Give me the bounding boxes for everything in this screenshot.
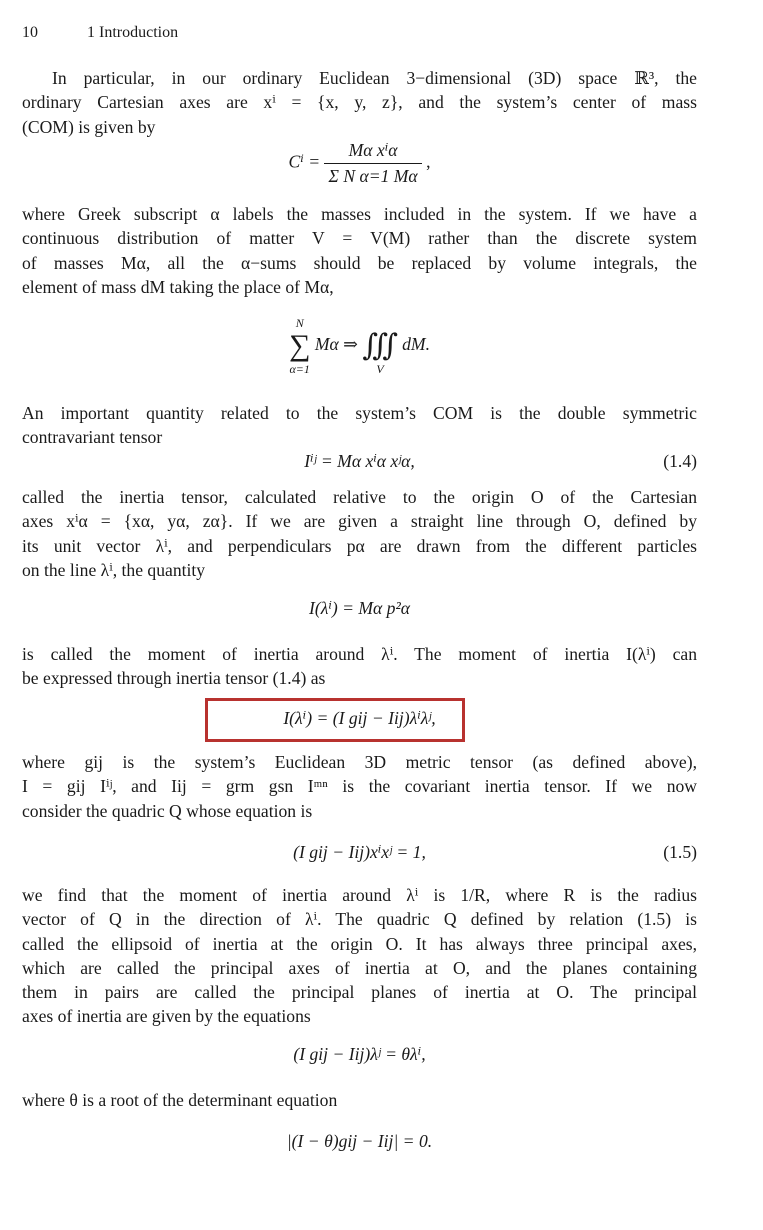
text-line: of masses Mα, all the α−sums should be replaced by volume integrals, the [22,252,697,273]
sum-upper-limit: N [295,316,304,330]
text-line: consider the quadric Q whose equation is [22,800,313,821]
eq-com-lhs: Cⁱ = [288,151,321,172]
text-line: where Greek subscript α labels the masses included in the system. If we have a [22,204,697,224]
sum-body: Mα ⇒ [314,334,358,355]
paragraph-important-quantity [22,401,697,450]
paragraph-inertia-tensor [22,485,697,582]
eq-highlight-body: I(λⁱ) = (I gij − Iij)λⁱλʲ, [283,708,436,728]
text-line: axes xⁱα = {xα, yα, zα}. If we are given a straight line through O, defined by [22,511,697,532]
text-line: In particular, in our ordinary Euclidean 3−dimensional (3D) space ℝ³, the [52,68,697,88]
paragraph-ellipsoid [22,883,697,1029]
eq-det-body: |(I − θ)gij − Iij| = 0. [286,1131,433,1151]
eq-com-tail: , [426,151,431,172]
triple-integral-symbol: ∭ [362,329,398,362]
eq-com-fraction [324,140,421,187]
eq-1-5-body: (I gij − Iij)xⁱxʲ = 1, [293,842,426,862]
equation-center-of-mass [22,140,697,187]
text-line: element of mass dM taking the place of Mα, [22,276,334,297]
text-line: contravariant tensor [22,427,163,448]
text-line: vector of Q in the direction of λⁱ. The quadric Q defined by relation (1.5) is [22,909,697,930]
text-line: we find that the moment of inertia around λⁱ is 1/R, where R is the radius [22,885,697,905]
text-line: axes of inertia are given by the equations [22,1006,311,1027]
sum-lower-limit: α=1 [289,362,310,376]
text-line: its unit vector λⁱ, and perpendiculars pα are drawn from the different particles [22,535,697,556]
text-line: called the inertia tensor, calculated relative to the origin O of the Cartesian [22,487,697,507]
triple-integral-operator [362,316,397,376]
text-line: called the ellipsoid of inertia at the origin O. It has always three principal axes, [22,933,697,954]
equation-number: (1.5) [663,842,697,862]
page-number: 10 [22,24,38,41]
equation-sum-to-integral [22,316,697,376]
text-line: is called the moment of inertia around λⁱ. The moment of inertia I(λⁱ) can [22,644,697,664]
text-line: continuous distribution of matter V = V(M) rather than the discrete system [22,228,697,249]
paragraph-determinant [22,1088,697,1112]
text-line: where θ is a root of the determinant equation [22,1090,338,1110]
eq-1-4-body: Iⁱʲ = Mα xⁱα xʲα, [304,451,415,471]
equation-moment-of-inertia [22,598,697,619]
paragraph-continuous-distribution [22,202,697,299]
paragraph-metric-tensor [22,750,697,823]
paragraph-intro [22,66,697,139]
text-line: An important quantity related to the system’s COM is the double symmetric [22,403,697,423]
eq-com-numerator: Mα xⁱα [324,140,421,164]
text-line: which are called the principal axes of inertia at O, and the planes containing [22,957,697,978]
eq-com-denominator: Σ N α=1 Mα [328,166,418,186]
eq-moment-body: I(λⁱ) = Mα p²α [308,598,410,618]
integral-rhs: dM. [402,334,430,355]
chapter-title: 1 Introduction [87,24,179,41]
summation-operator [289,316,310,376]
text-line: where gij is the system’s Euclidean 3D metric tensor (as defined above), [22,752,697,772]
text-line: (COM) is given by [22,116,156,137]
equation-1-4 [22,451,697,472]
text-line: ordinary Cartesian axes are xⁱ = {x, y, z}, and the system’s center of mass [22,92,697,113]
highlight-box [205,698,465,742]
text-line: them in pairs are called the principal planes of inertia at O. The principal [22,982,697,1003]
text-line: on the line λⁱ, the quantity [22,559,206,580]
equation-determinant [22,1131,697,1152]
paragraph-moment-defined [22,642,697,691]
equation-1-5 [22,842,697,863]
equation-principal-axes [22,1044,697,1065]
sigma-symbol: ∑ [289,329,311,362]
integral-domain: V [376,362,384,376]
eq-axes-body: (I gij − Iij)λʲ = θλⁱ, [293,1044,426,1064]
equation-number: (1.4) [663,451,697,471]
text-line: I = gij Iⁱʲ, and Iij = grm gsn Iᵐⁿ is the covariant inertia tensor. If we now [22,776,697,797]
text-line: be expressed through inertia tensor (1.4) as [22,668,326,689]
